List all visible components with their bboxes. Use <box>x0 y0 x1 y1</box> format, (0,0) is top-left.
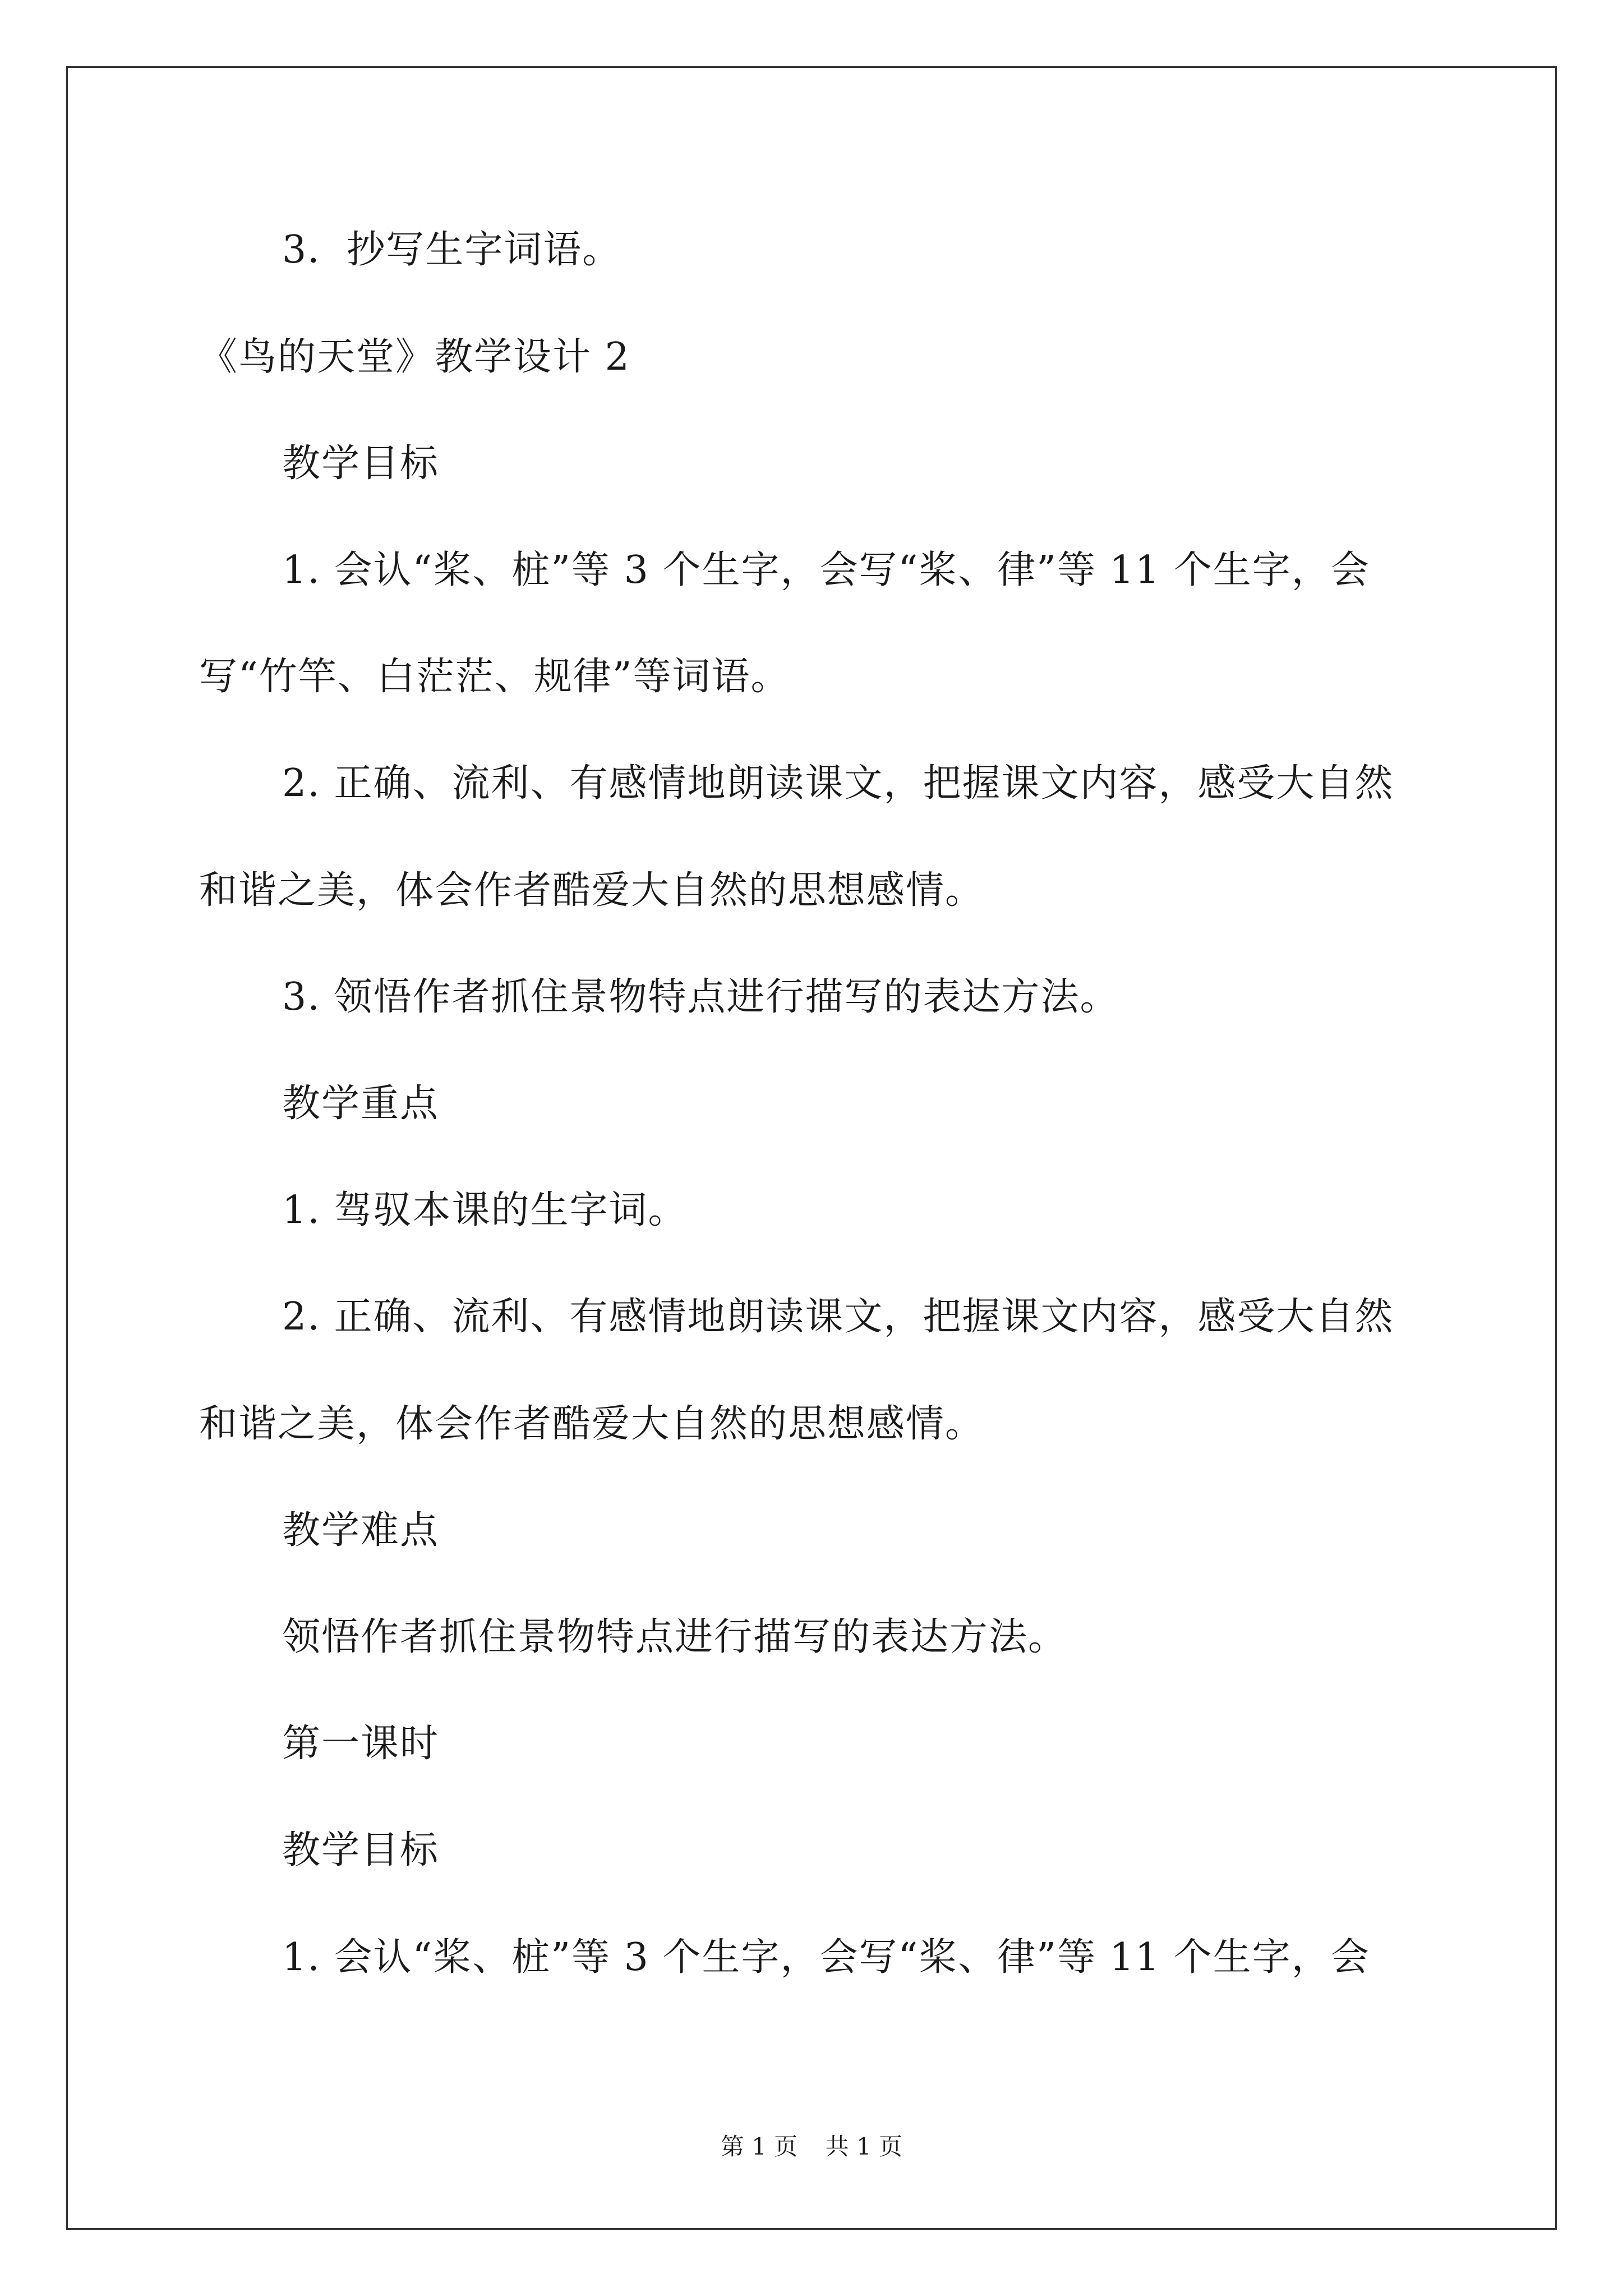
page-frame <box>66 66 1557 2230</box>
text-line: 2. 正确、流利、有感情地朗读课文，把握课文内容，感受大自然 <box>282 761 1394 806</box>
page-total: 共 1 页 <box>825 2133 903 2160</box>
section-heading: 教学目标 <box>282 1828 440 1872</box>
text-line: 写“竹竿、白茫茫、规律”等词语。 <box>199 655 790 699</box>
text-line: 领悟作者抓住景物特点进行描写的表达方法。 <box>282 1615 1068 1659</box>
text-line: 1. 会认“桨、桩”等 3 个生字，会写“桨、律”等 11 个生字，会 <box>282 1935 1370 1980</box>
text-line: 1. 会认“桨、桩”等 3 个生字，会写“桨、律”等 11 个生字，会 <box>282 548 1370 592</box>
section-heading: 教学目标 <box>282 441 440 486</box>
text-line: 3．抄写生字词语。 <box>282 228 622 272</box>
section-heading: 教学重点 <box>282 1082 440 1126</box>
document-title: 《鸟的天堂》教学设计 2 <box>199 335 630 379</box>
page-footer <box>0 2135 1623 2159</box>
section-heading: 教学难点 <box>282 1508 440 1553</box>
text-line: 2. 正确、流利、有感情地朗读课文，把握课文内容，感受大自然 <box>282 1295 1394 1339</box>
text-line: 和谐之美，体会作者酷爱大自然的思想感情。 <box>199 868 985 913</box>
text-line: 和谐之美，体会作者酷爱大自然的思想感情。 <box>199 1402 985 1446</box>
text-line: 1. 驾驭本课的生字词。 <box>282 1188 688 1232</box>
page-number: 第 1 页 <box>720 2133 798 2160</box>
section-heading: 第一课时 <box>282 1722 440 1766</box>
text-line: 3. 领悟作者抓住景物特点进行描写的表达方法。 <box>282 975 1119 1019</box>
